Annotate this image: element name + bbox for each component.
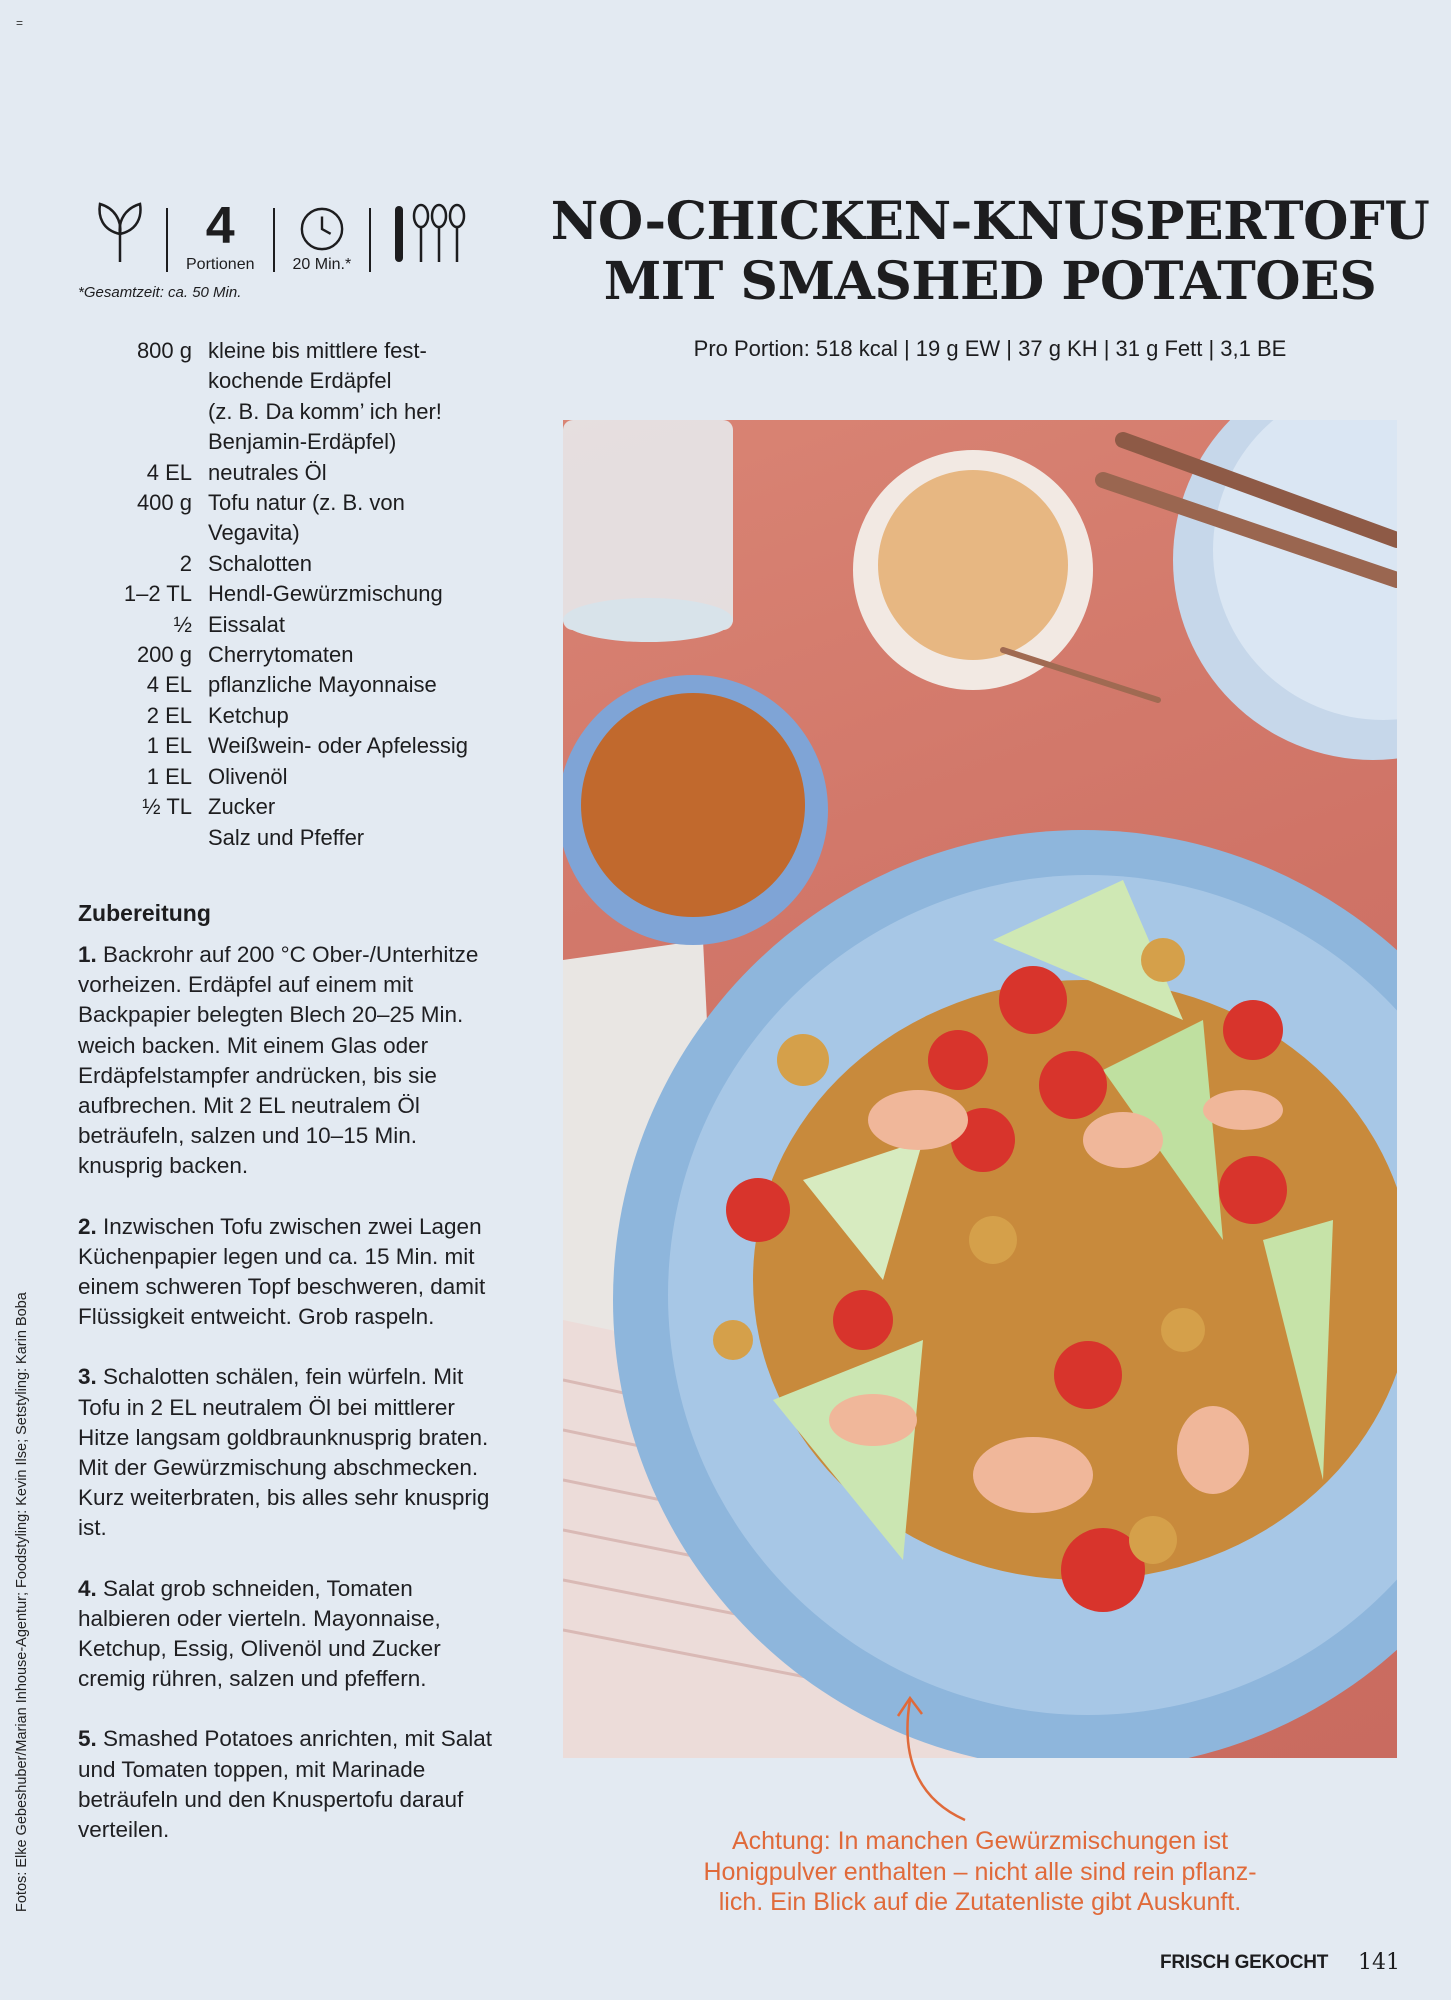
ingredient-name: Cherrytomaten — [208, 642, 354, 668]
ingredient-row — [100, 579, 518, 609]
ingredient-amount — [100, 823, 208, 853]
ingredient-row — [100, 792, 518, 822]
ingredient-amount: 2 — [179, 550, 192, 576]
step-number: 3. — [78, 1364, 97, 1390]
preparation-step — [78, 1574, 508, 1695]
step-text: Inzwischen Tofu zwischen zwei Lagen Küchenpapier legen und ca. 15 Min. mit einem schweren Topf beschweren, damit Flüssigkeit entweicht. Grob raspeln. — [78, 1213, 486, 1330]
step-text: Salat grob schneiden, Tomaten halbieren oder vierteln. Mayonnaise, Ketchup, Essig, Olivenöl und Zucker cremig rühren, salzen und pfeffern. — [78, 1575, 441, 1692]
ingredient-amount: 400 g — [136, 490, 192, 516]
ingredient-row — [100, 823, 518, 853]
divider — [273, 208, 275, 272]
ingredient-row — [100, 640, 518, 670]
portions-label: Portionen — [186, 256, 255, 273]
recipe-info-bar — [92, 197, 469, 282]
ingredient-amount: ½ TL — [142, 794, 192, 820]
divider — [369, 208, 371, 272]
portions-info — [186, 197, 255, 274]
preparation-step — [78, 1212, 508, 1333]
clock-icon — [298, 206, 346, 252]
total-time-note: *Gesamtzeit: ca. 50 Min. — [78, 284, 242, 301]
ingredient-name: Eissalat — [208, 611, 286, 637]
ingredient-amount: ½ — [173, 611, 192, 637]
ingredient-name: kochende Erdäpfel — [208, 368, 392, 394]
ingredient-row — [100, 458, 518, 488]
ingredient-row — [100, 701, 518, 731]
ingredient-amount — [100, 366, 208, 396]
ingredient-amount: 200 g — [136, 642, 192, 668]
ingredient-name: Olivenöl — [208, 763, 288, 789]
ingredient-name: kleine bis mittlere fest- — [208, 338, 427, 363]
ingredient-amount: 1–2 TL — [123, 581, 192, 607]
ingredient-row — [100, 397, 518, 427]
nutrition-info: Pro Portion: 518 kcal | 19 g EW | 37 g KH | 31 g Fett | 3,1 BE — [693, 336, 1287, 361]
sprout-icon — [92, 200, 148, 264]
allergen-note — [620, 1826, 1340, 1918]
ingredient-amount — [100, 518, 208, 548]
note-line-3: lich. Ein Blick auf die Zutatenliste gibt Auskunft. — [718, 1888, 1242, 1916]
ingredient-name: Schalotten — [208, 550, 312, 576]
ingredient-amount — [100, 427, 208, 457]
ingredient-amount: 4 EL — [146, 459, 192, 485]
page-number: 141 — [1358, 1950, 1400, 1975]
recipe-photo — [563, 420, 1397, 1758]
preparation-step — [78, 1362, 508, 1543]
ingredient-row — [100, 731, 518, 761]
step-number: 4. — [78, 1575, 97, 1601]
ingredient-row — [100, 762, 518, 792]
preparation-step — [78, 1724, 508, 1845]
ingredient-row — [100, 670, 518, 700]
ingredients-list — [100, 336, 518, 853]
portions-number: 4 — [205, 197, 235, 255]
ingredient-name: pflanzliche Mayonnaise — [208, 672, 437, 698]
ingredient-row — [100, 518, 518, 548]
ingredient-name: (z. B. Da komm’ ich her! — [208, 398, 442, 424]
time-label: 20 Min.* — [292, 256, 352, 273]
corner-mark: = — [16, 16, 24, 30]
ingredient-amount — [100, 397, 208, 427]
ingredient-name: Salz und Pfeffer — [208, 824, 365, 850]
step-number: 1. — [78, 942, 97, 967]
difficulty-info — [389, 200, 469, 274]
photo-credit: Fotos: Elke Gebeshuber/Marian Inhouse-Agentur; Foodstyling: Kevin Ilse; Setstyling: Karin Boba — [14, 1292, 30, 1912]
preparation-heading: Zubereitung — [78, 900, 211, 926]
note-line-1: Achtung: In manchen Gewürzmischungen ist — [731, 1827, 1229, 1855]
time-info — [293, 200, 352, 274]
title-line-1: NO-CHICKEN-KNUSPERTOFU — [550, 191, 1430, 252]
step-text: Schalotten schälen, fein würfeln. Mit Tofu in 2 EL neutralem Öl bei mittlerer Hitze langsam goldbraunknusprig braten. Mit der Gewürzmischung abschmecken. Kurz weiterbraten, bis alles sehr knusprig ist. — [78, 1364, 490, 1541]
ingredient-row — [100, 366, 518, 396]
arrow-icon — [880, 1690, 980, 1830]
ingredient-amount: 2 EL — [146, 702, 192, 728]
ingredient-name: Ketchup — [208, 702, 289, 728]
ingredient-row — [100, 610, 518, 640]
ingredient-name: Hendl-Gewürzmischung — [208, 581, 443, 607]
divider — [166, 208, 168, 272]
ingredient-row — [100, 488, 518, 518]
step-text: Smashed Potatoes anrichten, mit Salat und Tomaten toppen, mit Marinade beträufeln und den Knuspertofu darauf verteilen. — [78, 1726, 492, 1843]
vegan-indicator — [92, 200, 148, 274]
cutlery-icon — [389, 200, 469, 266]
step-number: 5. — [78, 1726, 97, 1752]
title-line-2: MIT SMASHED POTATOES — [603, 251, 1377, 312]
step-text: Backrohr auf 200 °C Ober-/Unterhitze vorheizen. Erdäpfel auf einem mit Backpapier belegten Blech 20–25 Min. weich backen. Mit einem Glas oder Erdäpfelstampfer andrücken, bis sie aufbrechen. Mit 2 EL neutralem Öl beträufeln, salzen und 10–15 Min. knusprig backen. — [78, 942, 479, 1179]
ingredient-name: Vegavita) — [208, 520, 300, 546]
dish-illustration — [563, 420, 1397, 1758]
ingredient-name: Tofu natur (z. B. von — [208, 490, 405, 516]
ingredient-name: Weißwein- oder Apfelessig — [208, 733, 469, 759]
recipe-title — [540, 192, 1440, 312]
ingredient-row — [100, 549, 518, 579]
ingredient-row — [100, 336, 518, 366]
ingredient-amount: 1 EL — [146, 763, 192, 789]
ingredient-amount: 800 g — [136, 338, 192, 363]
ingredient-amount: 1 EL — [146, 733, 192, 759]
preparation-steps — [78, 940, 508, 1875]
step-number: 2. — [78, 1213, 97, 1239]
ingredient-amount: 4 EL — [146, 672, 192, 698]
ingredient-name: Benjamin-Erdäpfel) — [208, 429, 397, 455]
ingredient-row — [100, 427, 518, 457]
section-label: FRISCH GEKOCHT — [1160, 1952, 1329, 1973]
ingredient-name: Zucker — [208, 794, 276, 820]
preparation-step — [78, 940, 508, 1182]
note-line-2: Honigpulver enthalten – nicht alle sind rein pflanz- — [703, 1857, 1257, 1886]
ingredient-name: neutrales Öl — [208, 459, 327, 485]
